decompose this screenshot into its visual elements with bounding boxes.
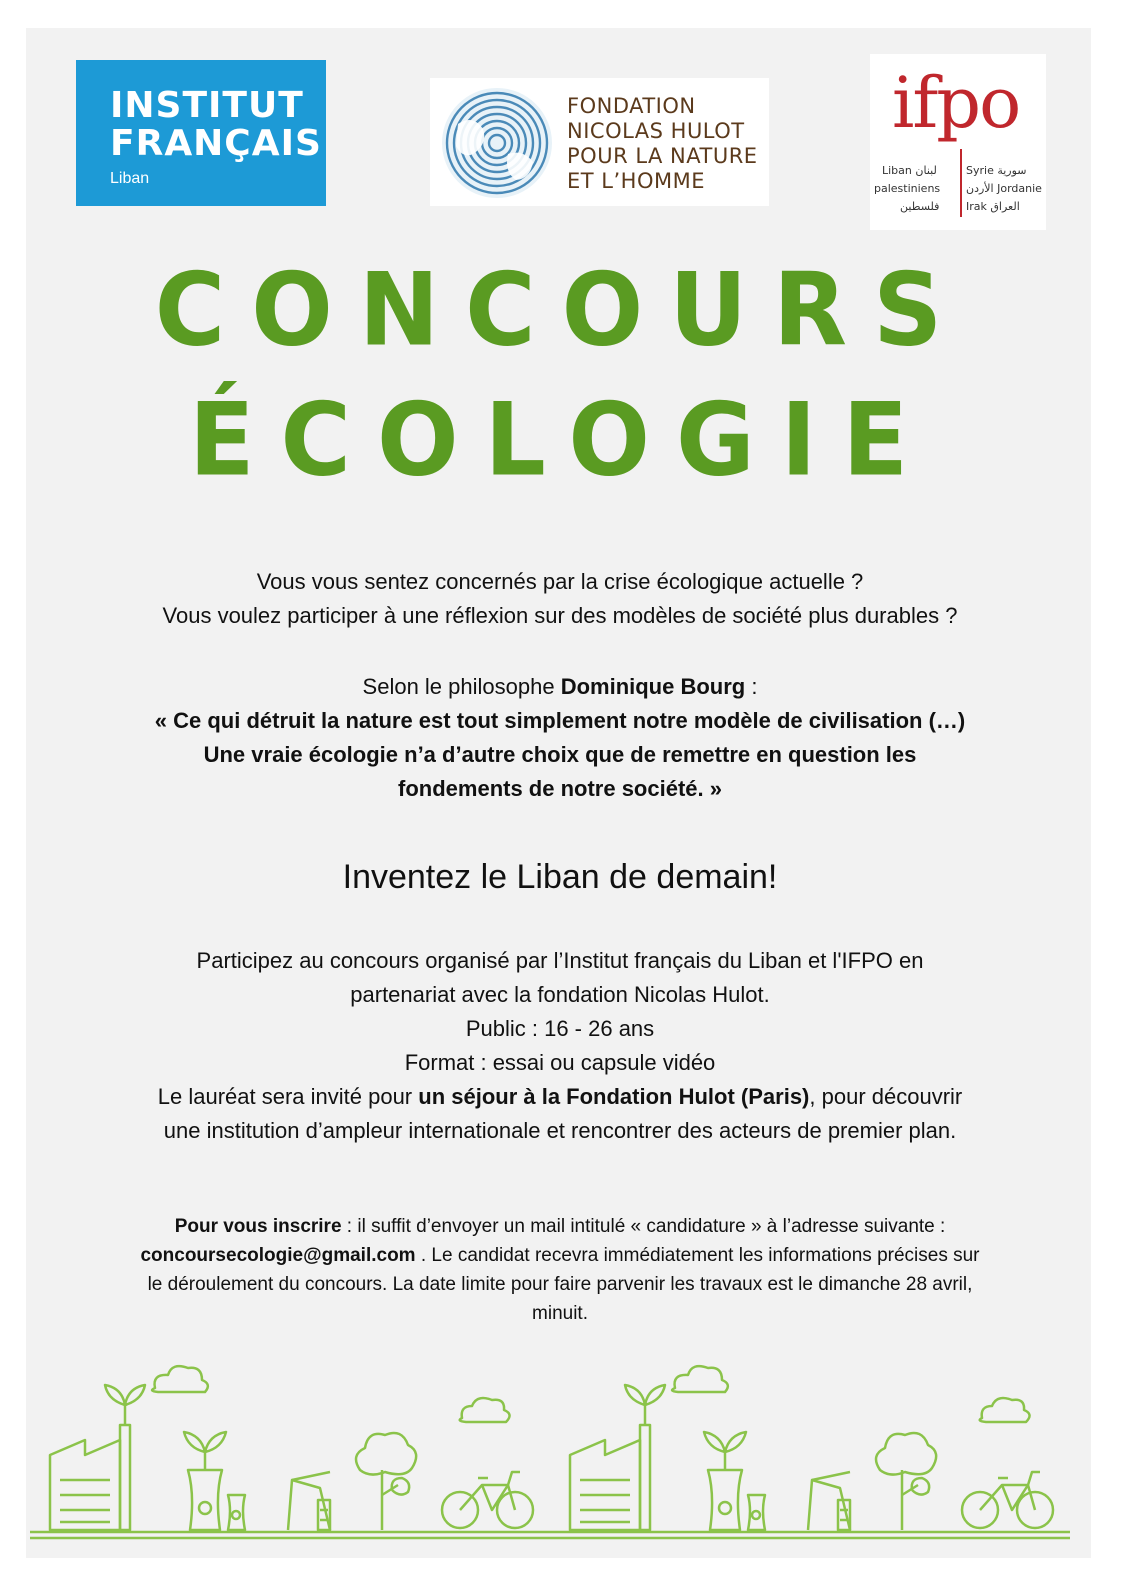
fnh-line2: NICOLAS HULOT: [567, 119, 745, 143]
registration-info: [60, 1212, 1060, 1328]
philosopher-intro: [60, 670, 1060, 704]
prize-suffix: , pour découvrir: [809, 1084, 963, 1109]
headline: Inventez le Liban de demain!: [342, 858, 778, 896]
philosopher-quote: [60, 670, 1060, 806]
registration-text1: : il suffit d’envoyer un mail intitulé « candidature » à l’adresse suivante :: [341, 1216, 946, 1237]
fnh-line1: FONDATION: [567, 94, 696, 118]
quote-line2: Une vraie écologie n’a d’autre choix que de remettre en question les: [203, 742, 917, 767]
fondation-nicolas-hulot-logo: [430, 78, 769, 206]
ifpo-left-line3: فلسطين: [900, 200, 940, 213]
ifpo-right-line1: Syrie سورية: [966, 164, 1027, 177]
registration-line4: minuit.: [532, 1303, 588, 1324]
ifpo-right-line2: الأردن Jordanie: [966, 182, 1042, 195]
details-prize-line2: une institution d’ampleur internationale et rencontrer des acteurs de premier plan.: [163, 1118, 957, 1143]
prize-prefix: Le lauréat sera invité pour: [157, 1084, 419, 1109]
prize-bold: un séjour à la Fondation Hulot (Paris): [418, 1084, 810, 1109]
ifpo-divider: [960, 149, 962, 217]
intro-line2: Vous voulez participer à une réflexion sur des modèles de société plus durables ?: [162, 603, 958, 628]
details-public: Public : 16 - 26 ans: [465, 1016, 655, 1041]
intro-line1: Vous vous sentez concernés par la crise écologique actuelle ?: [256, 569, 864, 594]
ifpo-logo: [870, 54, 1046, 230]
logo-if-line1: INSTITUT: [110, 85, 304, 126]
philosopher-prefix: Selon le philosophe: [362, 674, 561, 699]
quote-line1: « Ce qui détruit la nature est tout simplement notre modèle de civilisation (…): [154, 708, 966, 733]
details-format: Format : essai ou capsule vidéo: [404, 1050, 716, 1075]
ifpo-left-line2: palestiniens: [874, 182, 941, 195]
quote-line3: fondements de notre société. »: [398, 776, 722, 801]
registration-text2: . Le candidat recevra immédiatement les informations précises sur: [415, 1245, 980, 1266]
fnh-line4: ET L’HOMME: [567, 169, 705, 193]
registration-line1: [60, 1212, 1060, 1241]
registration-line3: le déroulement du concours. La date limite pour faire parvenir les travaux est le dimanche 28 avril,: [147, 1274, 973, 1295]
contest-details: [60, 944, 1060, 1148]
fnh-logo-text: [567, 94, 758, 194]
philosopher-suffix: :: [745, 674, 758, 699]
eco-city-illustration: [30, 1360, 1090, 1550]
details-line2: partenariat avec la fondation Nicolas Hulot.: [350, 982, 770, 1007]
registration-email[interactable]: concoursecologie@gmail.com: [140, 1245, 416, 1266]
ifpo-right-line3: Irak العراق: [966, 200, 1020, 213]
title-line2: ÉCOLOGIE: [188, 381, 935, 499]
fnh-line3: POUR LA NATURE: [567, 144, 758, 168]
details-prize: [60, 1080, 1060, 1114]
title-line1: CONCOURS: [154, 251, 969, 369]
philosopher-name: Dominique Bourg: [560, 674, 746, 699]
intro-paragraph: [60, 565, 1060, 633]
ifpo-left-line1: Liban لبنان: [882, 164, 937, 177]
fingerprint-globe-icon: [438, 84, 556, 202]
details-line1: Participez au concours organisé par l’Institut français du Liban et l'IFPO en: [196, 948, 924, 973]
logo-if-line2: FRANÇAIS: [110, 123, 322, 164]
registration-line2: [60, 1241, 1060, 1270]
ifpo-brand: ifpo: [892, 62, 1020, 144]
institut-francais-logo: [76, 60, 326, 206]
logo-if-line3: Liban: [110, 170, 150, 187]
registration-label: Pour vous inscrire: [174, 1216, 342, 1237]
